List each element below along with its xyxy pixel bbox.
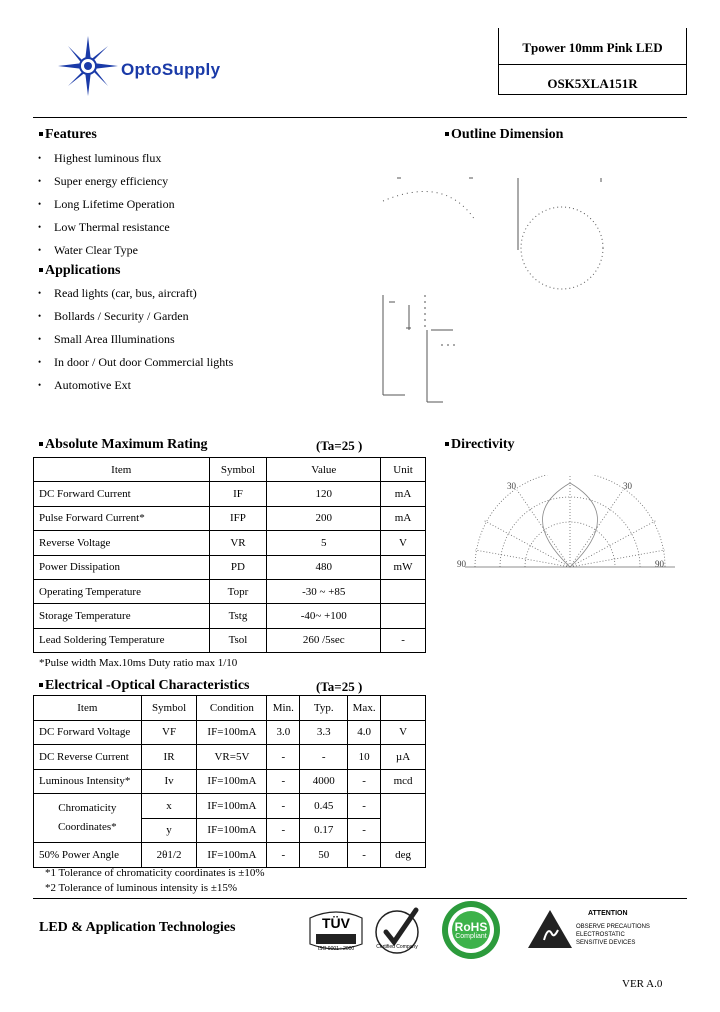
attention-line: ELECTROSTATIC bbox=[576, 932, 625, 938]
min-cell: - bbox=[267, 818, 300, 843]
directivity-left-label: 90 bbox=[457, 559, 466, 569]
tuv-label: TÜV bbox=[322, 915, 350, 931]
table-row bbox=[34, 579, 426, 603]
header-rule bbox=[33, 117, 687, 118]
value-cell: 260 /5sec bbox=[267, 628, 381, 652]
item-cell: Storage Temperature bbox=[34, 604, 210, 628]
table-row bbox=[34, 506, 426, 530]
iso-label: ISO 9001 : 2000 bbox=[317, 946, 355, 952]
table-row bbox=[34, 531, 426, 555]
table-row bbox=[34, 769, 426, 794]
unit-cell: mA bbox=[381, 482, 426, 506]
min-cell: - bbox=[267, 843, 300, 868]
brand-name: OptoSupply bbox=[121, 60, 221, 79]
condition-cell: IF=100mA bbox=[197, 769, 267, 794]
condition-cell: IF=100mA bbox=[197, 843, 267, 868]
chromaticity-item-cell bbox=[34, 794, 142, 843]
value-cell: 5 bbox=[267, 531, 381, 555]
certified-label: Certified Company bbox=[376, 944, 418, 950]
certified-company-logo bbox=[372, 906, 422, 956]
item-cell: DC Reverse Current bbox=[34, 745, 142, 770]
eoc-note-2: *2 Tolerance of luminous intensity is ±15% bbox=[45, 882, 238, 894]
item-cell: Power Dissipation bbox=[34, 555, 210, 579]
typ-cell: 3.3 bbox=[300, 720, 348, 745]
optosupply-logo bbox=[58, 36, 278, 96]
directivity-top-right-label: 30 bbox=[623, 481, 632, 491]
item-cell: Lead Soldering Temperature bbox=[34, 628, 210, 652]
unit-cell: mcd bbox=[381, 769, 426, 794]
typ-cell: 0.45 bbox=[300, 794, 348, 819]
unit-cell: deg bbox=[381, 843, 426, 868]
attention-text bbox=[576, 923, 650, 947]
symbol-cell: Tstg bbox=[209, 604, 267, 628]
unit-cell: mA bbox=[381, 506, 426, 530]
header-cell bbox=[381, 696, 426, 721]
table-row bbox=[34, 720, 426, 745]
applications-title: Applications bbox=[39, 263, 120, 279]
part-number: OSK5XLA151R bbox=[547, 76, 638, 91]
symbol-cell: 2θ1/2 bbox=[141, 843, 197, 868]
unit-cell bbox=[381, 604, 426, 628]
title-box bbox=[498, 28, 687, 95]
symbol-cell: x bbox=[141, 794, 197, 819]
table-header-row bbox=[34, 458, 426, 482]
unit-cell bbox=[381, 579, 426, 603]
header-cell: Condition bbox=[197, 696, 267, 721]
list-item: • Low Thermal resistance bbox=[34, 220, 414, 243]
chromaticity-label-1: Chromaticity bbox=[58, 802, 117, 814]
table-row bbox=[34, 628, 426, 652]
eoc-condition: (Ta=25 ) bbox=[316, 679, 363, 694]
min-cell: - bbox=[267, 769, 300, 794]
title-divider bbox=[499, 64, 686, 65]
condition-cell: IF=100mA bbox=[197, 794, 267, 819]
header-cell: Max. bbox=[348, 696, 381, 721]
condition-cell: IF=100mA bbox=[197, 720, 267, 745]
header-cell: Symbol bbox=[209, 458, 267, 482]
unit-cell: mW bbox=[381, 555, 426, 579]
amr-condition: (Ta=25 ) bbox=[316, 438, 363, 453]
outline-title: Outline Dimension bbox=[445, 127, 563, 143]
footer-rule bbox=[33, 898, 687, 899]
directivity-chart bbox=[455, 475, 685, 585]
table-header-row bbox=[34, 696, 426, 721]
max-cell: 10 bbox=[348, 745, 381, 770]
typ-cell: - bbox=[300, 745, 348, 770]
list-item: • Water Clear Type bbox=[34, 243, 414, 266]
header-cell: Min. bbox=[267, 696, 300, 721]
esd-attention-label bbox=[526, 906, 686, 951]
item-cell: Pulse Forward Current* bbox=[34, 506, 210, 530]
value-cell: 120 bbox=[267, 482, 381, 506]
header-cell: Value bbox=[267, 458, 381, 482]
features-list bbox=[34, 151, 414, 266]
unit-cell: V bbox=[381, 531, 426, 555]
value-cell: -30 ~ +85 bbox=[267, 579, 381, 603]
item-cell: Reverse Voltage bbox=[34, 531, 210, 555]
eoc-title: Electrical -Optical Characteristics bbox=[39, 678, 249, 694]
attention-title: ATTENTION bbox=[588, 910, 628, 917]
directivity-title: Directivity bbox=[445, 437, 515, 453]
max-cell: - bbox=[348, 769, 381, 794]
min-cell: - bbox=[267, 745, 300, 770]
max-cell: - bbox=[348, 794, 381, 819]
symbol-cell: IR bbox=[141, 745, 197, 770]
eoc-table bbox=[33, 695, 426, 868]
list-item: • Highest luminous flux bbox=[34, 151, 414, 174]
table-row bbox=[34, 843, 426, 868]
attention-line: OBSERVE PRECAUTIONS bbox=[576, 924, 650, 930]
unit-cell bbox=[381, 794, 426, 843]
max-cell: - bbox=[348, 843, 381, 868]
amr-table bbox=[33, 457, 426, 653]
symbol-cell: IF bbox=[209, 482, 267, 506]
max-cell: - bbox=[348, 818, 381, 843]
header-cell: Item bbox=[34, 458, 210, 482]
min-cell: 3.0 bbox=[267, 720, 300, 745]
condition-cell: IF=100mA bbox=[197, 818, 267, 843]
header-cell: Typ. bbox=[300, 696, 348, 721]
list-item: • Automotive Ext bbox=[34, 378, 414, 401]
product-title: Tpower 10mm Pink LED bbox=[522, 40, 663, 55]
typ-cell: 4000 bbox=[300, 769, 348, 794]
item-cell: 50% Power Angle bbox=[34, 843, 142, 868]
min-cell: - bbox=[267, 794, 300, 819]
tuv-certification-logo bbox=[306, 906, 366, 956]
rohs-logo bbox=[436, 900, 506, 960]
header-cell: Item bbox=[34, 696, 142, 721]
directivity-right-label: 90 bbox=[655, 559, 664, 569]
list-item: • Small Area Illuminations bbox=[34, 332, 414, 355]
max-cell: 4.0 bbox=[348, 720, 381, 745]
table-row bbox=[34, 604, 426, 628]
unit-cell: µA bbox=[381, 745, 426, 770]
symbol-cell: VF bbox=[141, 720, 197, 745]
amr-note: *Pulse width Max.10ms Duty ratio max 1/10 bbox=[39, 657, 238, 669]
rohs-label: RoHS bbox=[454, 920, 488, 934]
list-item: • Read lights (car, bus, aircraft) bbox=[34, 286, 414, 309]
amr-title: Absolute Maximum Rating bbox=[39, 437, 208, 453]
attention-line: SENSITIVE DEVICES bbox=[576, 940, 636, 946]
item-cell: Operating Temperature bbox=[34, 579, 210, 603]
list-item: • In door / Out door Commercial lights bbox=[34, 355, 414, 378]
symbol-cell: Topr bbox=[209, 579, 267, 603]
star-logo-icon bbox=[58, 36, 118, 96]
unit-cell: - bbox=[381, 628, 426, 652]
table-row bbox=[34, 745, 426, 770]
value-cell: 200 bbox=[267, 506, 381, 530]
typ-cell: 0.17 bbox=[300, 818, 348, 843]
table-row bbox=[34, 794, 426, 819]
table-row bbox=[34, 482, 426, 506]
chromaticity-label-2: Coordinates* bbox=[57, 821, 117, 833]
unit-cell: V bbox=[381, 720, 426, 745]
directivity-top-left-label: 30 bbox=[507, 481, 516, 491]
item-cell: Luminous Intensity* bbox=[34, 769, 142, 794]
header-cell: Unit bbox=[381, 458, 426, 482]
outline-drawing bbox=[375, 170, 615, 410]
symbol-cell: y bbox=[141, 818, 197, 843]
symbol-cell: PD bbox=[209, 555, 267, 579]
symbol-cell: VR bbox=[209, 531, 267, 555]
symbol-cell: IFP bbox=[209, 506, 267, 530]
symbol-cell: Tsol bbox=[209, 628, 267, 652]
value-cell: 480 bbox=[267, 555, 381, 579]
table-row bbox=[34, 555, 426, 579]
list-item: • Bollards / Security / Garden bbox=[34, 309, 414, 332]
symbol-cell: Iv bbox=[141, 769, 197, 794]
list-item: • Long Lifetime Operation bbox=[34, 197, 414, 220]
eoc-note-1: *1 Tolerance of chromaticity coordinates is ±10% bbox=[45, 867, 265, 879]
item-cell: DC Forward Current bbox=[34, 482, 210, 506]
footer-title: LED & Application Technologies bbox=[39, 920, 236, 935]
esd-warning-icon bbox=[526, 908, 574, 950]
typ-cell: 50 bbox=[300, 843, 348, 868]
features-title: Features bbox=[39, 127, 97, 143]
item-cell: DC Forward Voltage bbox=[34, 720, 142, 745]
version-label: VER A.0 bbox=[622, 978, 663, 990]
applications-list bbox=[34, 286, 414, 401]
condition-cell: VR=5V bbox=[197, 745, 267, 770]
value-cell: -40~ +100 bbox=[267, 604, 381, 628]
list-item: • Super energy efficiency bbox=[34, 174, 414, 197]
header-cell: Symbol bbox=[141, 696, 197, 721]
rohs-compliant-label: Compliant bbox=[455, 933, 487, 940]
